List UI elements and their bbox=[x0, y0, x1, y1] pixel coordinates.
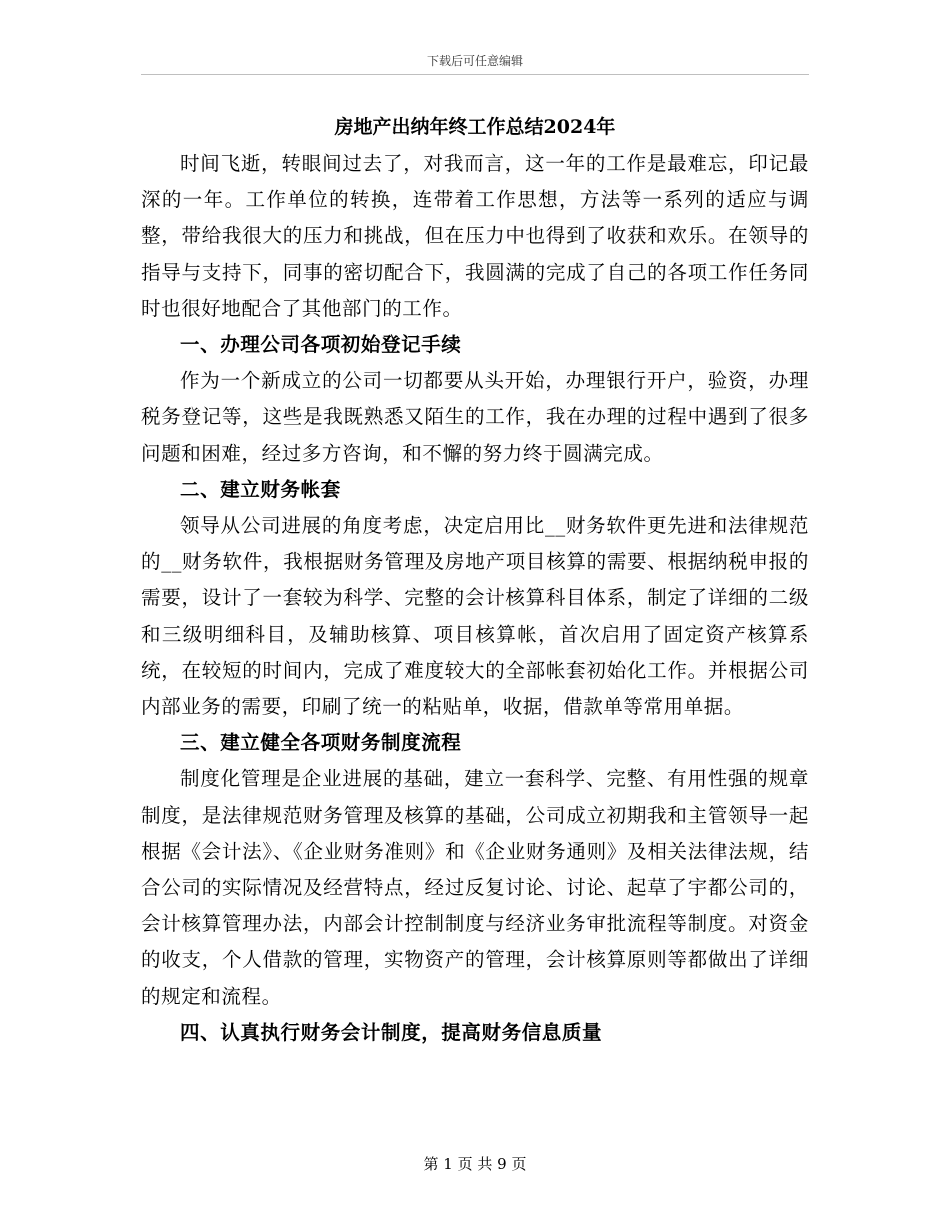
document-body bbox=[141, 108, 809, 1051]
document-title: 房地产出纳年终工作总结2024年 bbox=[334, 116, 616, 138]
section-heading-4: 四、认真执行财务会计制度，提高财务信息质量 bbox=[180, 1020, 603, 1044]
section-heading-2: 二、建立财务帐套 bbox=[180, 477, 341, 501]
section-paragraph-1: 作为一个新成立的公司一切都要从头开始，办理银行开户，验资，办理税务登记等，这些是我既熟悉又陌生的工作，我在办理的过程中遇到了很多问题和困难，经过多方咨询，和不懈的努力终于圆满完成。 bbox=[141, 369, 809, 465]
page-number: 第 1 页 共 9 页 bbox=[423, 1155, 527, 1173]
section-heading-3: 三、建立健全各项财务制度流程 bbox=[180, 731, 462, 755]
section-heading-1: 一、办理公司各项初始登记手续 bbox=[180, 333, 462, 357]
header-note: 下载后可任意编辑 bbox=[426, 54, 523, 68]
section-paragraph-2: 领导从公司进展的角度考虑，决定启用比__财务软件更先进和法律规范的__财务软件，我根据财务管理及房地产项目核算的需要、根据纳税申报的需要，设计了一套较为科学、完整的会计核算科目体系，制定了详细的二级和三级明细科目，及辅助核算、项目核算帐，首次启用了固定资产核算系统，在较短的时间内，完成了难度较大的全部帐套初始化工作。并根据公司内部业务的需要，印刷了统一的粘贴单，收据，借款单等常用单据。 bbox=[141, 514, 809, 719]
intro-paragraph: 时间飞逝，转眼间过去了，对我而言，这一年的工作是最难忘，印记最深的一年。工作单位的转换，连带着工作思想，方法等一系列的适应与调整，带给我很大的压力和挑战，但在压力中也得到了收获和欢乐。在领导的指导与支持下，同事的密切配合下，我圆满的完成了自己的各项工作任务同时也很好地配合了其他部门的工作。 bbox=[141, 152, 809, 320]
header-divider bbox=[141, 74, 809, 75]
section-paragraph-3: 制度化管理是企业进展的基础，建立一套科学、完整、有用性强的规章制度，是法律规范财务管理及核算的基础，公司成立初期我和主管领导一起根据《会计法》、《企业财务准则》和《企业财务通则》及相关法律法规，结合公司的实际情况及经营特点，经过反复讨论、讨论、起草了宇都公司的，会计核算管理办法，内部会计控制制度与经济业务审批流程等制度。对资金的收支，个人借款的管理，实物资产的管理，会计核算原则等都做出了详细的规定和流程。 bbox=[141, 767, 809, 1008]
